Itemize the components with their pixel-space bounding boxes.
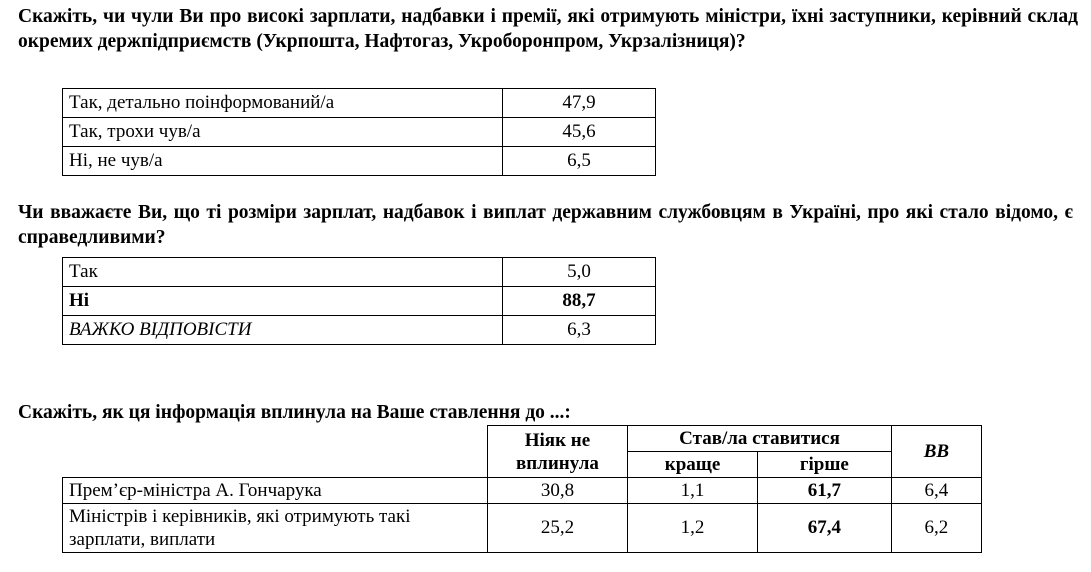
row-label: Міністрів і керівників, які отримують такі зарплати, виплати [63,504,488,553]
header-empty-corner-2 [63,452,488,478]
table-row [63,258,656,287]
question-2-text: Чи вважаєте Ви, що ті розміри зарплат, надбавок і виплат державним службовцям в Україні, про які стало відомо, є справедливими? [18,202,1073,248]
answer-label: Так, детально поінформований/а [63,89,503,118]
header-attitude-group: Став/ла ставитися [628,426,892,452]
header-better: краще [628,452,758,478]
table-row [63,478,982,504]
cell-worse: 61,7 [757,478,891,504]
cell-no-effect: 25,2 [487,504,628,553]
answer-value: 45,6 [503,118,656,147]
answer-value: 6,3 [503,316,656,345]
question-3-table [62,425,982,553]
header-no-effect: Ніяк не вплинула [487,426,628,478]
cell-worse: 67,4 [757,504,891,553]
row-label: Прем’єр-міністра А. Гончарука [63,478,488,504]
table-row [63,287,656,316]
cell-better: 1,2 [628,504,758,553]
cell-no-effect: 30,8 [487,478,628,504]
header-worse: гірше [757,452,891,478]
answer-label: ВАЖКО ВІДПОВІСТИ [63,316,503,345]
answer-value: 88,7 [503,287,656,316]
answer-label: Так [63,258,503,287]
table-row [63,316,656,345]
answer-label: Так, трохи чув/а [63,118,503,147]
header-empty-corner [63,426,488,452]
question-3-text: Скажіть, як ця інформація вплинула на Ваше ставлення до ...: [18,402,571,423]
table-row [63,118,656,147]
question-1-table [62,88,656,176]
answer-label: Ні [63,287,503,316]
answer-value: 6,5 [503,147,656,176]
table-row [63,504,982,553]
cell-better: 1,1 [628,478,758,504]
table-row [63,147,656,176]
table-row [63,89,656,118]
cell-hard-to-say: 6,4 [891,478,981,504]
question-2-table [62,257,656,345]
answer-label: Ні, не чув/а [63,147,503,176]
header-hard-to-say: ВВ [891,426,981,478]
answer-value: 47,9 [503,89,656,118]
answer-value: 5,0 [503,258,656,287]
cell-hard-to-say: 6,2 [891,504,981,553]
question-1-text: Скажіть, чи чули Ви про високі зарплати, надбавки і премії, які отримують міністри, їхні заступники, керівний склад окремих держпідприємств (Укрпошта, Нафтогаз, Укроборонпром, Укрзалізниця)? [18,6,1078,52]
table-header-row [63,426,982,452]
